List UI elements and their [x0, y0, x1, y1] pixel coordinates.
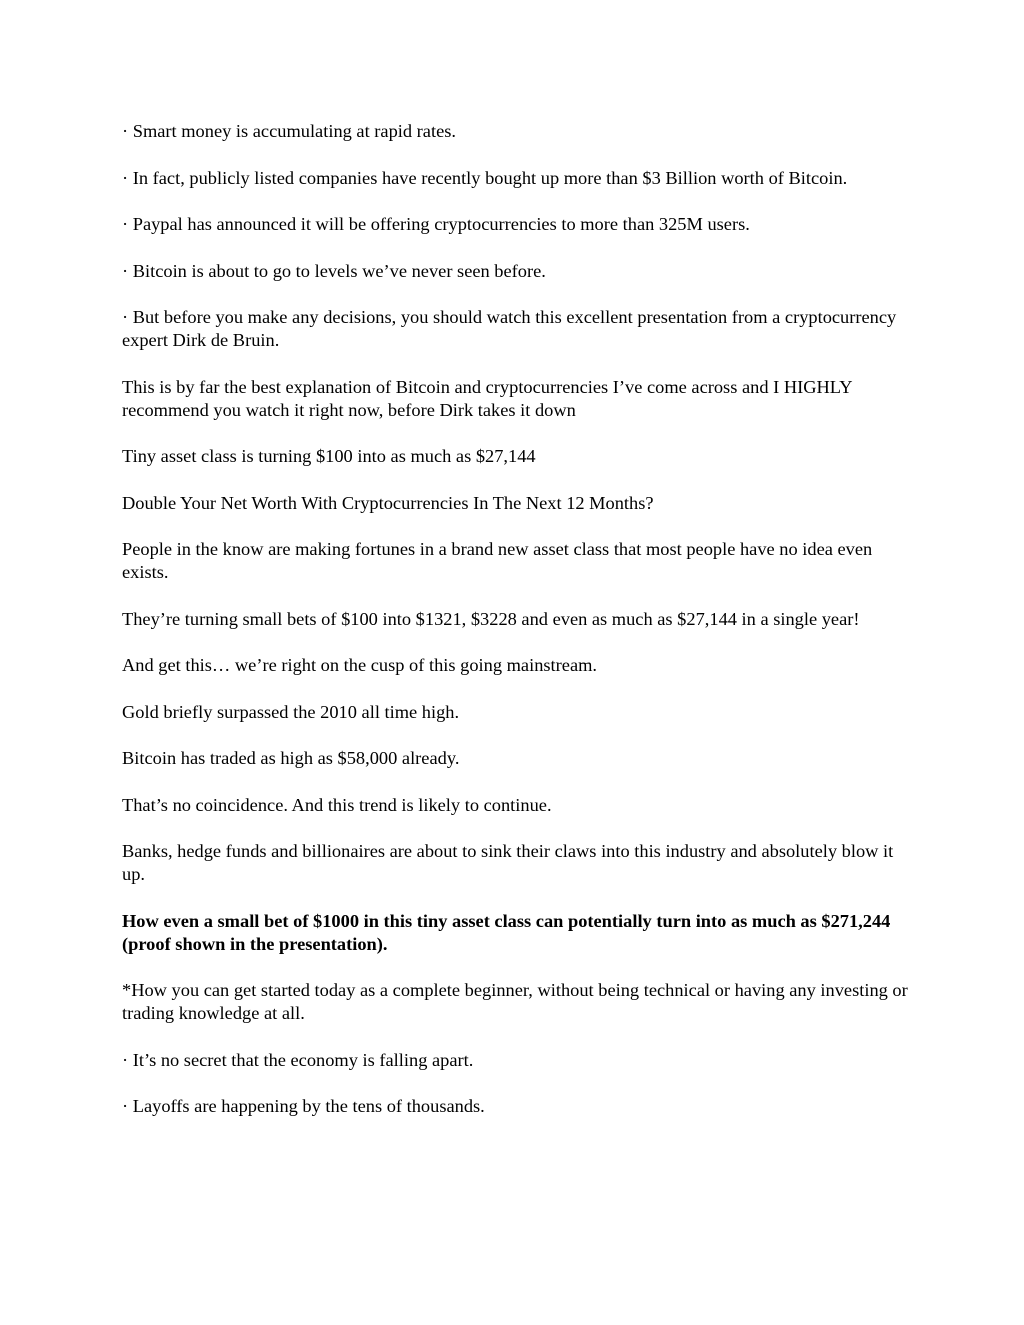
paragraph: *How you can get started today as a complete beginner, without being technical or having any investing or trading knowledge at all.: [122, 980, 908, 1023]
paragraph: · But before you make any decisions, you should watch this excellent presentation from a cryptocurrency expert Dirk de Bruin.: [122, 307, 897, 350]
paragraph: Double Your Net Worth With Cryptocurrencies In The Next 12 Months?: [122, 492, 654, 513]
paragraph: Tiny asset class is turning $100 into as much as $27,144: [122, 446, 536, 466]
document-body: [122, 120, 908, 1142]
paragraph: Gold briefly surpassed the 2010 all time high.: [122, 701, 460, 722]
paragraph: · It’s no secret that the economy is falling apart.: [122, 1049, 474, 1070]
paragraph: Banks, hedge funds and billionaires are about to sink their claws into this industry and absolutely blow it up.: [122, 841, 894, 884]
paragraph: And get this… we’re right on the cusp of this going mainstream.: [122, 655, 598, 675]
paragraph: This is by far the best explanation of Bitcoin and cryptocurrencies I’ve come across and I HIGHLY recommend you watch it right now, before Dirk takes it down: [122, 376, 852, 420]
paragraph: · Smart money is accumulating at rapid rates.: [122, 121, 456, 141]
paragraph: · Paypal has announced it will be offering cryptocurrencies to more than 325M users.: [122, 214, 750, 234]
paragraph: · Bitcoin is about to go to levels we’ve never seen before.: [122, 260, 546, 281]
paragraph: People in the know are making fortunes in a brand new asset class that most people have no idea even exists.: [122, 539, 873, 582]
paragraph: They’re turning small bets of $100 into $1321, $3228 and even as much as $27,144 in a single year!: [122, 608, 860, 629]
bold-paragraph: How even a small bet of $1000 in this tiny asset class can potentially turn into as much as $271,244 (proof shown in the presentation).: [122, 910, 891, 954]
paragraph: That’s no coincidence. And this trend is likely to continue.: [122, 794, 552, 815]
paragraph: · In fact, publicly listed companies have recently bought up more than $3 Billion worth of Bitcoin.: [122, 167, 848, 188]
paragraph: · Layoffs are happening by the tens of thousands.: [122, 1096, 485, 1116]
paragraph: Bitcoin has traded as high as $58,000 already.: [122, 748, 460, 768]
